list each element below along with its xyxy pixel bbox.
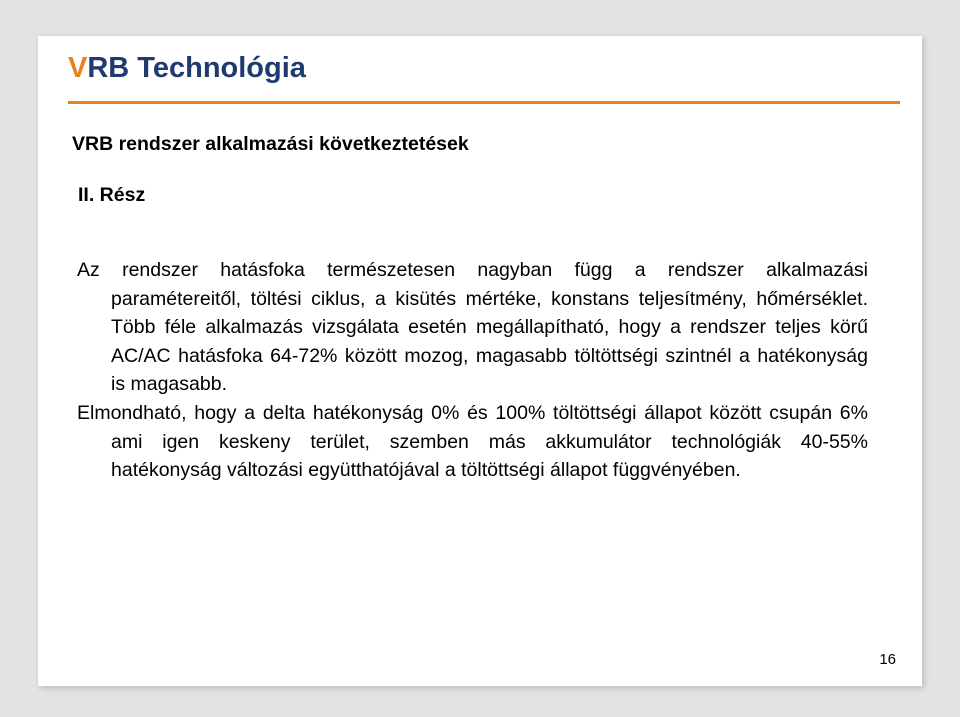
body-paragraph-efficiency: Az rendszer hatásfoka természetesen nagyban függ a rendszer alkalmazási paramétereitől, töltési ciklus, a kisütés mértéke, konstans teljesítmény, hőmérséklet. Több féle alkalmazás vizsgálata esetén megállapítható, hogy a rendszer teljes körű AC/AC hatásfoka 64-72% között mozog, magasabb töltöttségi szintnél a hatékonyság is magasabb. — [77, 259, 868, 396]
slide-subtitle: VRB rendszer alkalmazási következtetések — [72, 133, 469, 155]
title-accent-letter: V — [68, 52, 88, 84]
page-number: 16 — [879, 651, 896, 668]
slide-body — [77, 256, 868, 485]
title-text: RB Technológia — [87, 52, 306, 84]
slide-title — [68, 52, 306, 85]
title-underline — [68, 101, 900, 104]
body-paragraph-delta: Elmondható, hogy a delta hatékonyság 0% és 100% töltöttségi állapot között csupán 6% ami igen keskeny terület, szemben más akkumulátor technológiák 40-55% hatékonyság változási együtthatójával a töltöttségi állapot függvényében. — [77, 401, 868, 482]
part-heading: II. Rész — [78, 184, 146, 206]
